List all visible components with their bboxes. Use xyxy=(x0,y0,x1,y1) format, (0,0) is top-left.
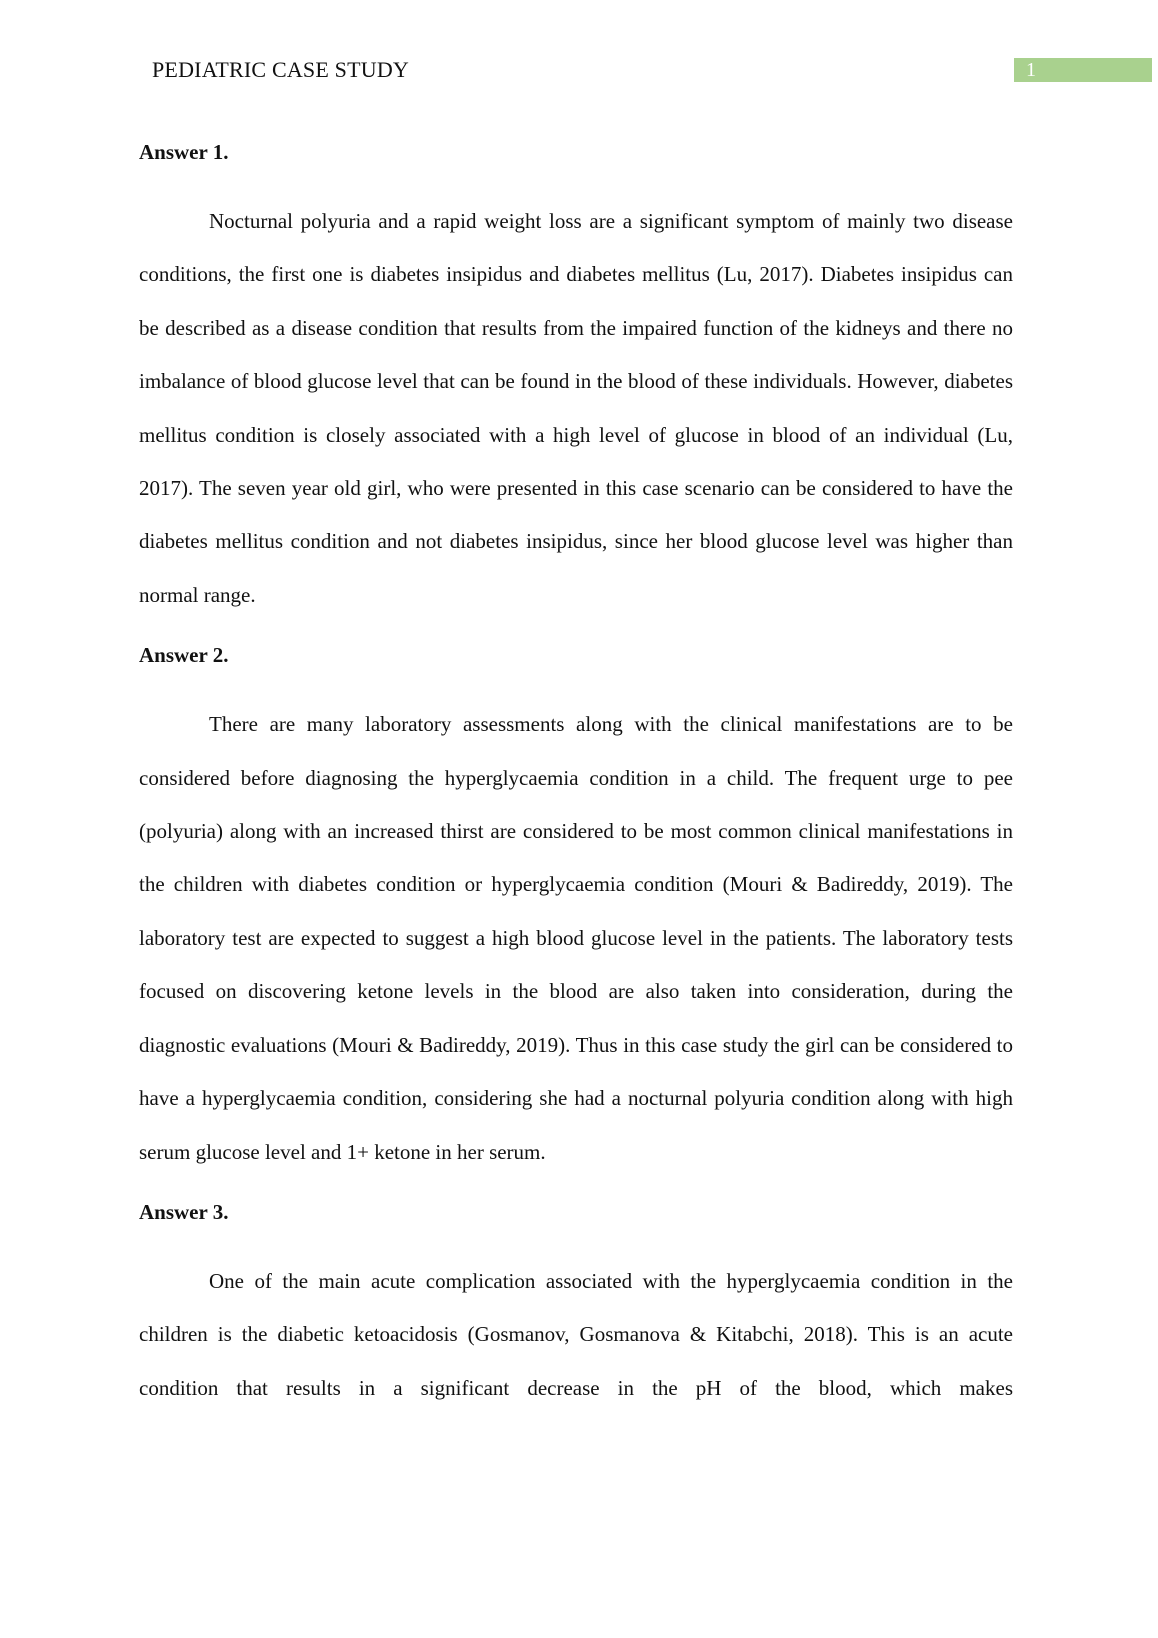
section-heading-answer-2: Answer 2. xyxy=(139,643,229,668)
document-body xyxy=(139,131,1013,1427)
section-paragraph-answer-3: One of the main acute complication associated with the hyperglycaemia condition in the children is the diabetic ketoacidosis (Gosmanov, Gosmanova & Kitabchi, 2018). This is an acute condition that results in a significant decrease in the pH of the blood, which makes xyxy=(139,1268,1013,1400)
section-paragraph-answer-1: Nocturnal polyuria and a rapid weight loss are a significant symptom of mainly two disease conditions, the first one is diabetes insipidus and diabetes mellitus (Lu, 2017). Diabetes insipidus can be described as a disease condition that results from the impaired function of the kidneys and there no imbalance of blood glucose level that can be found in the blood of these individuals. However, diabetes mellitus condition is closely associated with a high level of glucose in blood of an individual (Lu, 2017). The seven year old girl, who were presented in this case scenario can be considered to have the diabetes mellitus condition and not diabetes insipidus, since her blood glucose level was higher than normal range. xyxy=(139,209,1013,607)
page-number-box xyxy=(1014,58,1152,82)
section-heading-answer-3: Answer 3. xyxy=(139,1199,229,1224)
section-heading-answer-1: Answer 1. xyxy=(139,140,229,164)
page-number: 1 xyxy=(1026,59,1036,81)
section-paragraph-answer-2: There are many laboratory assessments along with the clinical manifestations are to be considered before diagnosing the hyperglycaemia condition in a child. The frequent urge to pee (polyuria) along with an increased thirst are considered to be most common clinical manifestations in the children with diabetes condition or hyperglycaemia condition (Mouri & Badireddy, 2019). The laboratory test are expected to suggest a high blood glucose level in the patients. The laboratory tests focused on discovering ketone levels in the blood are also taken into consideration, during the diagnostic evaluations (Mouri & Badireddy, 2019). Thus in this case study the girl can be considered to have a hyperglycaemia condition, considering she had a nocturnal polyuria condition along with high serum glucose level and 1+ ketone in her serum. xyxy=(139,712,1013,1164)
running-head: PEDIATRIC CASE STUDY xyxy=(152,57,410,82)
